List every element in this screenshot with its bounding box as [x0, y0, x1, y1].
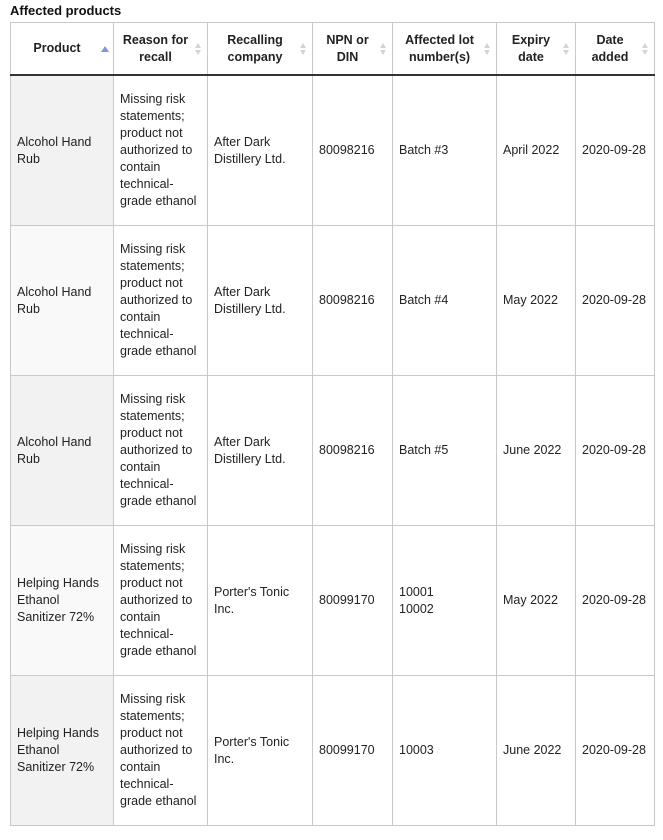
cell-product: Alcohol Hand Rub	[11, 75, 114, 226]
column-header-date-added[interactable]	[576, 23, 655, 76]
lot-number: 10001	[399, 584, 434, 599]
cell-reason: Missing risk statements; product not authorized to contain technical-grade ethanol	[114, 526, 208, 676]
cell-product: Alcohol Hand Rub	[11, 226, 114, 376]
lot-number: 10003	[399, 743, 434, 757]
cell-reason: Missing risk statements; product not authorized to contain technical-grade ethanol	[114, 676, 208, 826]
column-header-reason[interactable]	[114, 23, 208, 76]
cell-lots	[393, 676, 497, 826]
cell-company: After Dark Distillery Ltd.	[208, 226, 313, 376]
table-row	[11, 526, 655, 676]
column-header-lots[interactable]	[393, 23, 497, 76]
cell-product: Helping Hands Ethanol Sanitizer 72%	[11, 676, 114, 826]
column-header-label: Product	[33, 41, 81, 55]
table-row	[11, 376, 655, 526]
column-header-label: Recalling company	[227, 32, 283, 64]
cell-company: After Dark Distillery Ltd.	[208, 376, 313, 526]
cell-company: Porter's Tonic Inc.	[208, 526, 313, 676]
cell-product: Alcohol Hand Rub	[11, 376, 114, 526]
table-row	[11, 226, 655, 376]
lot-number: 10002	[399, 601, 434, 616]
lot-number: Batch #4	[399, 293, 449, 307]
column-header-expiry[interactable]	[497, 23, 576, 76]
cell-expiry: April 2022	[497, 75, 576, 226]
cell-lots	[393, 526, 497, 676]
table-caption: Affected products	[10, 3, 122, 18]
cell-expiry: June 2022	[497, 676, 576, 826]
sort-unsorted-icon	[380, 42, 387, 56]
sort-unsorted-icon	[300, 42, 307, 56]
column-header-company[interactable]	[208, 23, 313, 76]
cell-company: After Dark Distillery Ltd.	[208, 75, 313, 226]
cell-date-added: 2020-09-28	[576, 526, 655, 676]
sort-ascending-icon	[101, 42, 108, 56]
cell-product: Helping Hands Ethanol Sanitizer 72%	[11, 526, 114, 676]
column-header-product[interactable]	[11, 23, 114, 76]
cell-reason: Missing risk statements; product not authorized to contain technical-grade ethanol	[114, 75, 208, 226]
cell-date-added: 2020-09-28	[576, 75, 655, 226]
cell-npn: 80098216	[313, 75, 393, 226]
column-header-label: Reason for recall	[122, 32, 189, 64]
cell-npn: 80098216	[313, 376, 393, 526]
cell-expiry: May 2022	[497, 226, 576, 376]
cell-expiry: May 2022	[497, 526, 576, 676]
cell-date-added: 2020-09-28	[576, 376, 655, 526]
affected-products-table	[10, 22, 655, 826]
header-row	[11, 23, 655, 76]
sort-unsorted-icon	[563, 42, 570, 56]
cell-npn: 80099170	[313, 526, 393, 676]
cell-date-added: 2020-09-28	[576, 676, 655, 826]
cell-date-added: 2020-09-28	[576, 226, 655, 376]
column-header-label: Date added	[591, 32, 629, 64]
cell-npn: 80099170	[313, 676, 393, 826]
cell-npn: 80098216	[313, 226, 393, 376]
cell-company: Porter's Tonic Inc.	[208, 676, 313, 826]
column-header-label: Affected lot number(s)	[405, 32, 474, 64]
table-row	[11, 75, 655, 226]
cell-lots	[393, 226, 497, 376]
cell-lots	[393, 376, 497, 526]
column-header-label: NPN or DIN	[326, 32, 369, 64]
lot-number: Batch #5	[399, 443, 449, 457]
column-header-label: Expiry date	[511, 32, 551, 64]
table-row	[11, 676, 655, 826]
lot-number: Batch #3	[399, 143, 449, 157]
sort-unsorted-icon	[195, 42, 202, 56]
cell-expiry: June 2022	[497, 376, 576, 526]
sort-unsorted-icon	[484, 42, 491, 56]
cell-reason: Missing risk statements; product not authorized to contain technical-grade ethanol	[114, 376, 208, 526]
cell-reason: Missing risk statements; product not authorized to contain technical-grade ethanol	[114, 226, 208, 376]
cell-lots	[393, 75, 497, 226]
sort-unsorted-icon	[642, 42, 649, 56]
column-header-npn[interactable]	[313, 23, 393, 76]
